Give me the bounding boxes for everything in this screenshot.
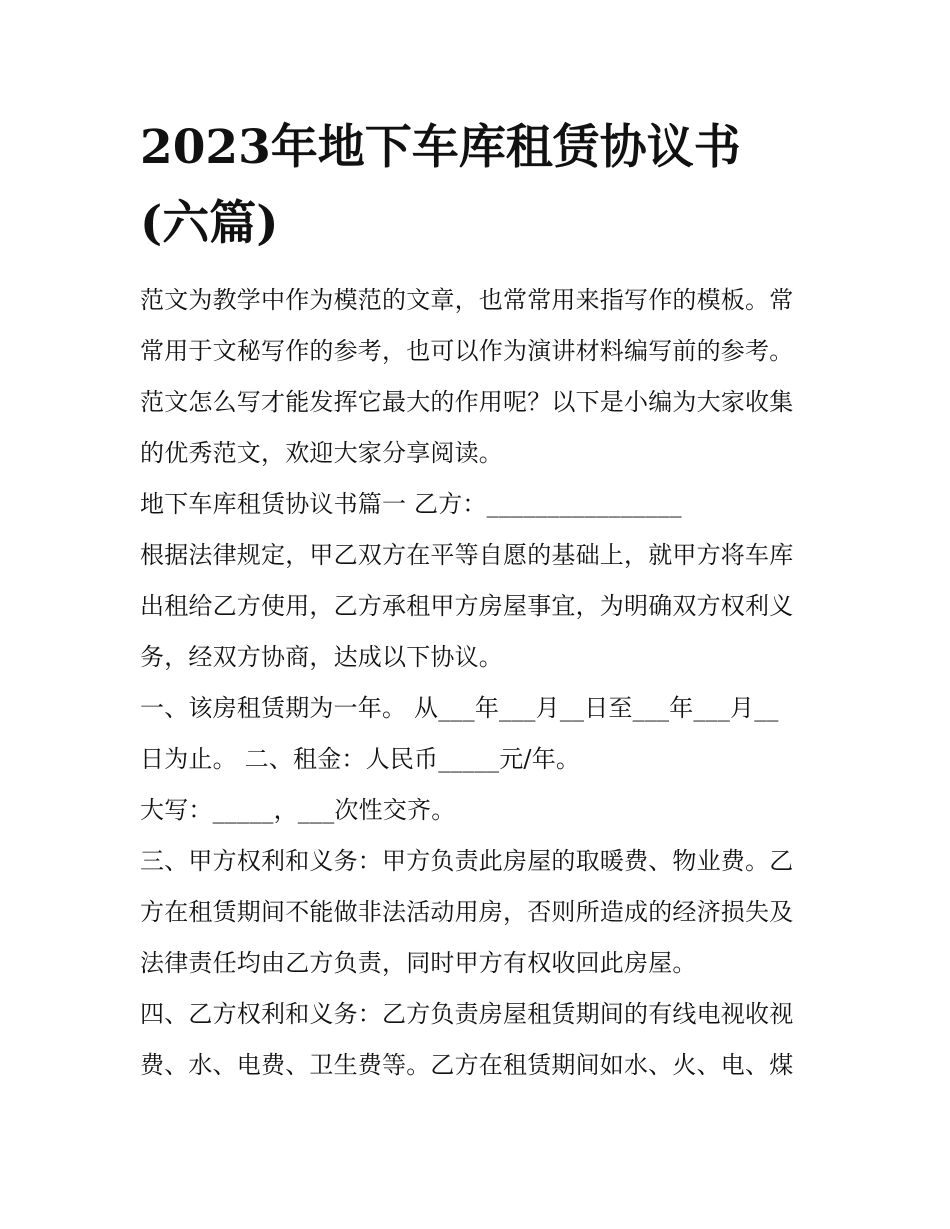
clause-line: 三、甲方权利和义务：甲方负责此房屋的取暖费、物业费。乙: [140, 847, 794, 875]
paragraph-line: 根据法律规定，甲乙双方在平等自愿的基础上，就甲方将车库: [140, 541, 794, 569]
paragraph-line: 务，经双方协商，达成以下协议。: [140, 643, 503, 671]
clause-line: 四、乙方权利和义务：乙方负责房屋租赁期间的有线电视收视: [140, 1000, 794, 1028]
clause-line: 大写：_____，___次性交齐。: [140, 796, 456, 824]
clause-line: 费、水、电费、卫生费等。乙方在租赁期间如水、火、电、煤: [140, 1051, 794, 1079]
document-title-line-1: 2023年地下车库租赁协议书: [140, 120, 741, 175]
intro-line-1: 范文为教学中作为模范的文章，也常常用来指写作的模板。常: [140, 286, 794, 314]
clause-line: 法律责任均由乙方负责，同时甲方有权收回此房屋。: [140, 949, 697, 977]
paragraph-line: 出租给乙方使用，乙方承租甲方房屋事宜，为明确双方权利义: [140, 592, 794, 620]
intro-line-4: 的优秀范文，欢迎大家分享阅读。: [140, 439, 503, 467]
clause-line: 方在租赁期间不能做非法活动用房，否则所造成的经济损失及: [140, 898, 794, 926]
section-heading-line: 地下车库租赁协议书篇一 乙方：________________: [140, 490, 682, 518]
intro-line-2: 常用于文秘写作的参考，也可以作为演讲材料编写前的参考。: [140, 337, 794, 365]
document-title-line-2: (六篇): [140, 196, 279, 251]
clause-line: 一、该房租赁期为一年。 从___年___月__日至___年___月__: [140, 694, 779, 722]
intro-line-3: 范文怎么写才能发挥它最大的作用呢？以下是小编为大家收集: [140, 388, 794, 416]
clause-line: 日为止。 二、租金：人民币_____元/年。: [140, 745, 581, 773]
